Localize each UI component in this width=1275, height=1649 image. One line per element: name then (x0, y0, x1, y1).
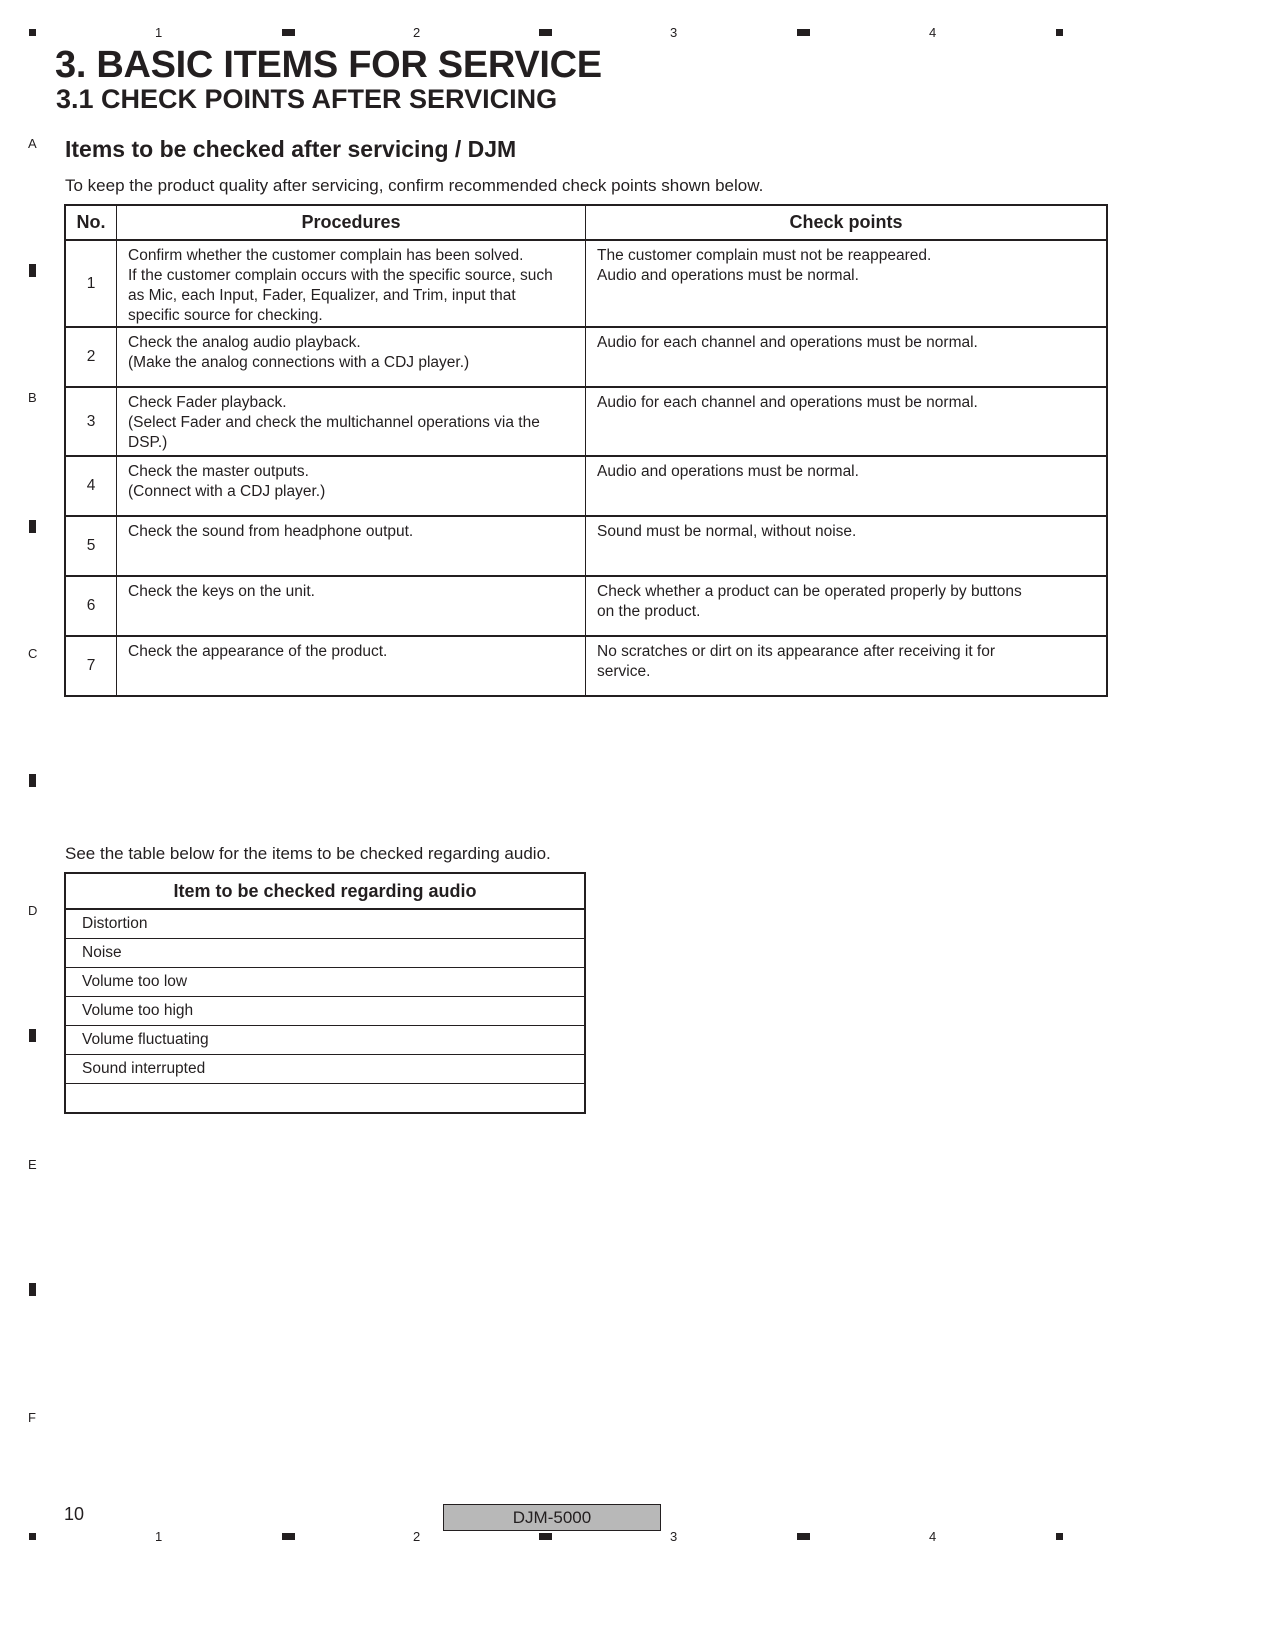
audio-item: Volume too low (65, 968, 585, 997)
corner-mark (1056, 29, 1063, 36)
check-line: Audio for each channel and operations must be normal. (597, 334, 978, 351)
check-line: Audio for each channel and operations must be normal. (597, 394, 978, 411)
corner-mark (29, 29, 36, 36)
check-cell (586, 636, 1108, 696)
row-number: 1 (65, 240, 117, 327)
procedure-line: as Mic, each Input, Fader, Equalizer, and Trim, input that (128, 287, 516, 304)
table-row (65, 576, 1107, 636)
table-row (65, 516, 1107, 576)
column-number: 1 (155, 25, 163, 40)
procedure-line: (Connect with a CDJ player.) (128, 483, 326, 500)
procedure-line: Check the appearance of the product. (128, 643, 388, 660)
procedure-line: Check the sound from headphone output. (128, 523, 414, 540)
column-number: 3 (670, 25, 678, 40)
page-number: 10 (64, 1504, 85, 1524)
procedure-line: Check Fader playback. (128, 394, 287, 411)
page-title: 3. BASIC ITEMS FOR SERVICE (55, 44, 602, 86)
row-letter: A (28, 136, 37, 151)
table-row (65, 1084, 585, 1114)
check-cell (586, 327, 1108, 387)
check-line: Check whether a product can be operated properly by buttons (597, 583, 1022, 600)
table-row (65, 968, 585, 997)
row-mark (29, 1283, 36, 1296)
table-row (65, 240, 1107, 327)
check-cell (586, 240, 1108, 327)
row-mark (29, 264, 36, 277)
row-mark (29, 520, 36, 533)
procedure-line: Confirm whether the customer complain has been solved. (128, 247, 524, 264)
check-line: No scratches or dirt on its appearance after receiving it for (597, 643, 996, 660)
section-subtitle: 3.1 CHECK POINTS AFTER SERVICING (56, 84, 558, 114)
check-line: service. (597, 663, 651, 680)
column-number: 3 (670, 1529, 678, 1544)
corner-mark (29, 1533, 36, 1540)
procedure-line: Check the master outputs. (128, 463, 309, 480)
column-number: 1 (155, 1529, 163, 1544)
audio-item: Volume too high (65, 997, 585, 1026)
column-mark (282, 29, 295, 36)
column-number: 4 (929, 25, 937, 40)
procedure-line: If the customer complain occurs with the specific source, such (128, 267, 553, 284)
row-number: 6 (65, 576, 117, 636)
intro-text: To keep the product quality after servicing, confirm recommended check points shown below. (65, 176, 764, 195)
procedure-cell (117, 387, 586, 456)
row-number: 4 (65, 456, 117, 516)
row-mark (29, 774, 36, 787)
column-number: 4 (929, 1529, 937, 1544)
column-mark (282, 1533, 295, 1540)
row-mark (29, 1029, 36, 1042)
table-row (65, 1026, 585, 1055)
procedure-cell (117, 456, 586, 516)
row-number: 3 (65, 387, 117, 456)
row-letter: D (28, 903, 38, 918)
table-row (65, 327, 1107, 387)
row-letter: F (28, 1410, 36, 1425)
audio-item: Noise (65, 939, 585, 968)
row-letter: C (28, 646, 38, 661)
header-no: No. (65, 205, 117, 240)
row-number: 2 (65, 327, 117, 387)
table-row (65, 939, 585, 968)
check-cell (586, 516, 1108, 576)
table-row (65, 456, 1107, 516)
audio-item (65, 1084, 585, 1114)
procedure-cell (117, 240, 586, 327)
audio-check-table (64, 872, 586, 1114)
check-cell (586, 576, 1108, 636)
column-mark (539, 29, 552, 36)
table-row (65, 1055, 585, 1084)
check-line: The customer complain must not be reappeared. (597, 247, 932, 264)
procedure-cell (117, 516, 586, 576)
row-number: 7 (65, 636, 117, 696)
table-row (65, 387, 1107, 456)
check-cell (586, 456, 1108, 516)
section-heading: Items to be checked after servicing / DJM (65, 136, 517, 162)
table-row (65, 997, 585, 1026)
model-label: DJM-5000 (443, 1504, 661, 1531)
check-line: Audio and operations must be normal. (597, 463, 859, 480)
table-row (65, 909, 585, 939)
check-cell (586, 387, 1108, 456)
check-line: Sound must be normal, without noise. (597, 523, 857, 540)
procedure-line: DSP.) (128, 434, 168, 451)
column-mark (797, 29, 810, 36)
procedure-cell (117, 576, 586, 636)
audio-item: Distortion (65, 909, 585, 939)
audio-item: Volume fluctuating (65, 1026, 585, 1055)
table-header-row (65, 873, 585, 909)
column-number: 2 (413, 25, 421, 40)
check-points-table (64, 204, 1108, 697)
procedure-line: Check the keys on the unit. (128, 583, 315, 600)
header-check-points: Check points (586, 205, 1108, 240)
procedure-line: specific source for checking. (128, 307, 323, 324)
audio-table-header: Item to be checked regarding audio (65, 873, 585, 909)
procedure-line: (Make the analog connections with a CDJ player.) (128, 354, 470, 371)
table-row (65, 636, 1107, 696)
column-mark (539, 1533, 552, 1540)
check-line: Audio and operations must be normal. (597, 267, 859, 284)
row-letter: B (28, 390, 37, 405)
audio-item: Sound interrupted (65, 1055, 585, 1084)
corner-mark (1056, 1533, 1063, 1540)
column-number: 2 (413, 1529, 421, 1544)
column-mark (797, 1533, 810, 1540)
row-letter: E (28, 1157, 37, 1172)
check-line: on the product. (597, 603, 701, 620)
audio-intro-text: See the table below for the items to be checked regarding audio. (65, 844, 551, 863)
row-number: 5 (65, 516, 117, 576)
procedure-line: Check the analog audio playback. (128, 334, 361, 351)
table-header-row (65, 205, 1107, 240)
procedure-cell (117, 327, 586, 387)
header-procedures: Procedures (117, 205, 586, 240)
procedure-cell (117, 636, 586, 696)
procedure-line: (Select Fader and check the multichannel operations via the (128, 414, 540, 431)
